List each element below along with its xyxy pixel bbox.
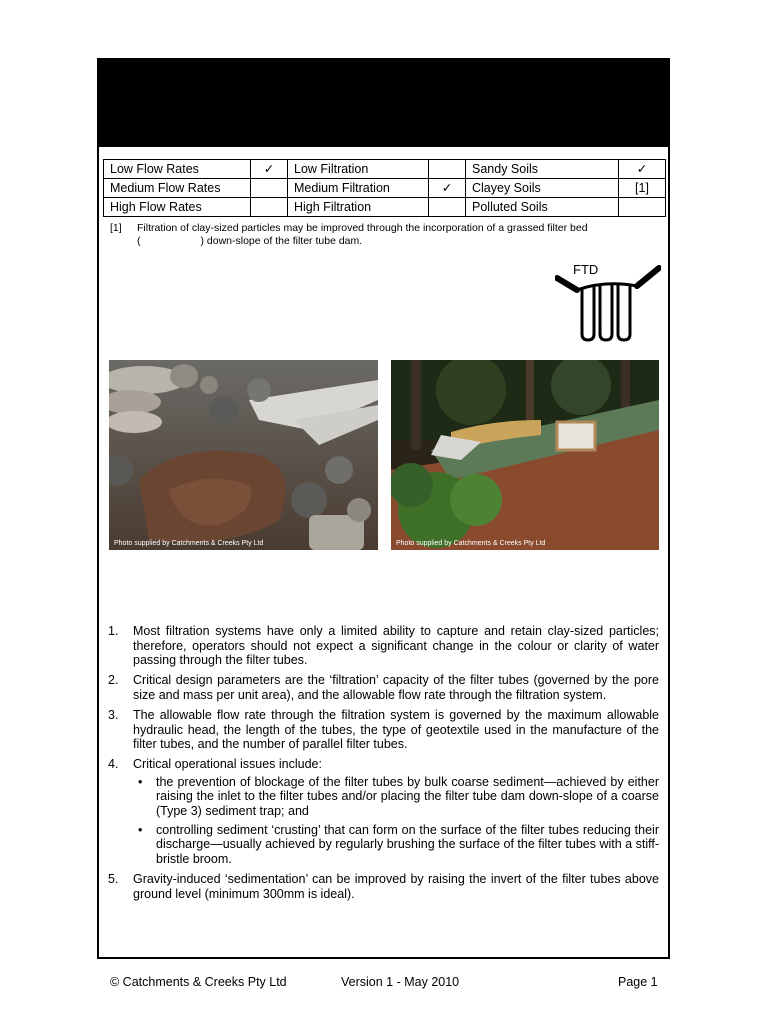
list-item (108, 872, 659, 901)
rating-mark: ✓ (429, 179, 466, 198)
table-row (104, 179, 666, 198)
rating-mark (251, 198, 288, 217)
rating-mark (429, 160, 466, 179)
rating-label: Clayey Soils (466, 179, 619, 198)
sub-list-item (133, 775, 659, 819)
sub-item-text: the prevention of blockage of the filter tubes by bulk coarse sediment—achieved by either raising the inlet to the filter tubes and/or placing the filter tube dam down-slope of a coarse (Type 3) sediment trap; and (156, 774, 659, 819)
ratings-table (103, 159, 666, 217)
rating-mark (429, 198, 466, 217)
item-text: Most filtration systems have only a limited ability to capture and retain clay-sized particles; therefore, operators should not expect a significant change in the colour or clarity of water passing through the filter tubes. (133, 624, 659, 668)
bullet: • (138, 822, 143, 837)
footnote-ref: [1] (110, 222, 122, 234)
filter-tube-dam-icon (555, 260, 661, 344)
photo-filter-tube-dam-image (391, 360, 659, 550)
rating-mark (619, 198, 666, 217)
rating-label: Polluted Soils (466, 198, 619, 217)
footnote-line2: ) down-slope of the filter tube dam. (200, 235, 363, 247)
table-row (104, 160, 666, 179)
list-item (108, 624, 659, 668)
table-footnote (110, 222, 659, 248)
item-text: Critical design parameters are the ‘filtration’ capacity of the filter tubes (governed by the pore size and mass per unit area), and the allowable flow rate through the filtration system. (133, 673, 659, 702)
footer-version: Version 1 - May 2010 (341, 975, 460, 989)
ftd-label: FTD (573, 262, 599, 277)
item-text: Gravity-induced ‘sedimentation’ can be improved by raising the invert of the filter tubes above ground level (minimum 300mm is ideal). (133, 871, 659, 901)
bullet: • (138, 774, 143, 789)
rating-label: High Flow Rates (104, 198, 251, 217)
photo-left (109, 360, 378, 550)
sub-list (133, 775, 659, 867)
footer-page-number: Page 1 (618, 975, 658, 989)
item-text: Critical operational issues include: (133, 757, 322, 772)
rating-label: Medium Flow Rates (104, 179, 251, 198)
list-item (108, 708, 659, 752)
photo-rocks-image (109, 360, 378, 550)
footnote-open-paren: ( (137, 235, 141, 247)
rating-mark (251, 179, 288, 198)
photo-caption: Photo supplied by Catchments & Creeks Pty Ltd (114, 540, 264, 547)
rating-label: Low Flow Rates (104, 160, 251, 179)
item-text: The allowable flow rate through the filtration system is governed by the maximum allowable hydraulic head, the length of the tubes, the type of geotextile used in the manufacture of the filter tubes, and the number of parallel filter tubes. (133, 707, 659, 752)
rating-label: Medium Filtration (288, 179, 429, 198)
rating-label: Sandy Soils (466, 160, 619, 179)
item-number: 3. (108, 707, 119, 722)
sub-item-text: controlling sediment ‘crusting’ that can form on the surface of the filter tubes reducing their discharge—usually achieved by regularly brushing the surface of the filter tubes with a stiff-bristle broom. (156, 822, 659, 866)
rating-label: High Filtration (288, 198, 429, 217)
design-notes-list (108, 624, 659, 907)
footnote-line1: Filtration of clay-sized particles may be improved through the incorporation of a grassed filter bed (137, 222, 588, 234)
item-number: 5. (108, 871, 119, 886)
ftd-symbol (555, 260, 661, 344)
item-number: 1. (108, 624, 119, 638)
rating-mark: ✓ (251, 160, 288, 179)
sub-list-item (133, 823, 659, 867)
photo-right (391, 360, 659, 550)
list-item (108, 673, 659, 702)
rating-label: Low Filtration (288, 160, 429, 179)
photo-caption: Photo supplied by Catchments & Creeks Pty Ltd (396, 540, 546, 547)
item-number: 4. (108, 757, 119, 772)
footer-copyright: © Catchments & Creeks Pty Ltd (110, 975, 287, 989)
list-item (108, 757, 659, 866)
table-row (104, 198, 666, 217)
item-number: 2. (108, 673, 119, 688)
rating-mark: ✓ (619, 160, 666, 179)
rating-mark: [1] (619, 179, 666, 198)
